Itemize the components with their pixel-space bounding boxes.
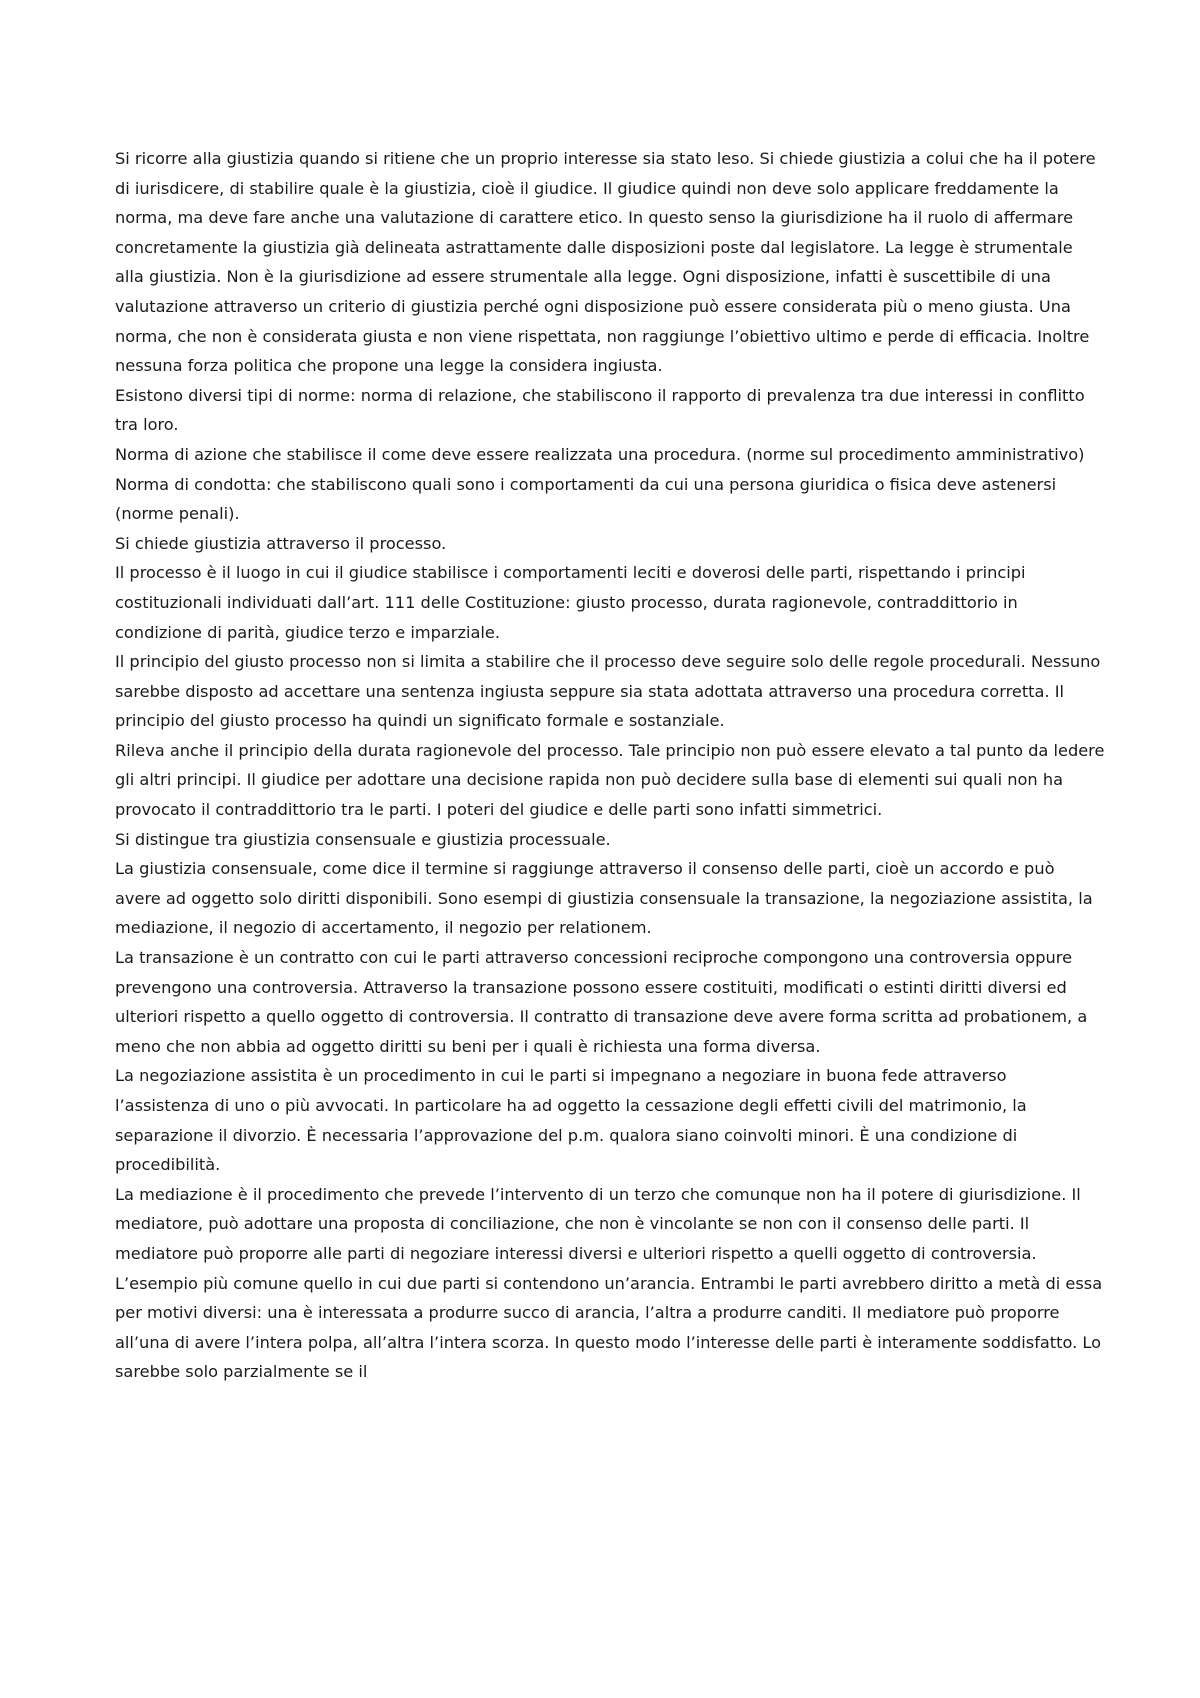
paragraph-tipi-di-norme: Esistono diversi tipi di norme: norma di relazione, che stabiliscono il rapporto di prevalenza tra due interessi in conflitto tra loro. (115, 385, 1085, 435)
paragraph-norma-di-azione: Norma di azione che stabilisce il come deve essere realizzata una procedura. (norme sul procedimento amministrativo) (115, 444, 1085, 464)
paragraph-durata-ragionevole: Rileva anche il principio della durata ragionevole del processo. Tale principio non può essere elevato a tal punto da ledere gli altri principi. Il giudice per adottare una decisione rapida non può decidere sulla base di elementi sui quali non ha provocato il contraddittorio tra le parti. I poteri del giudice e delle parti sono infatti simmetrici. (115, 740, 1105, 820)
paragraph-mediazione: La mediazione è il procedimento che prevede l’intervento di un terzo che comunque non ha il potere di giurisdizione. Il mediatore, può adottare una proposta di conciliazione, che non è vincolante se non con il consenso delle parti. Il mediatore può proporre alle parti di negoziare interessi diversi e ulteriori rispetto a quelli oggetto di controversia. L’esempio più comune quello in cui due parti si contendono un’arancia. Entrambi le parti avrebbero diritto a metà di essa per motivi diversi: una è interessata a produrre succo di arancia, l’altra a produrre canditi. Il mediatore può proporre all’una di avere l’intera polpa, all’altra l’intera scorza. In questo modo l’interesse delle parti è interamente soddisfatto. Lo sarebbe solo parzialmente se il (115, 1184, 1103, 1382)
document-body (115, 144, 1105, 1387)
paragraph-norma-di-condotta: Norma di condotta: che stabiliscono quali sono i comportamenti da cui una persona giuridica o fisica deve astenersi (norme penali). (115, 474, 1057, 524)
paragraph-giustizia-consensuale: La giustizia consensuale, come dice il termine si raggiunge attraverso il consenso delle parti, cioè un accordo e può avere ad oggetto solo diritti disponibili. Sono esempi di giustizia consensuale la transazione, la negoziazione assistita, la mediazione, il negozio di accertamento, il negozio per relationem. (115, 859, 1093, 938)
paragraph-processo: Il processo è il luogo in cui il giudice stabilisce i comportamenti leciti e doverosi delle parti, rispettando i principi costituzionali individuati dall’art. 111 delle Costituzione: giusto processo, durata ragionevole, contraddittorio in condizione di parità, giudice terzo e imparziale. (115, 563, 1026, 642)
paragraph-processo-intro: Si chiede giustizia attraverso il processo. (115, 533, 447, 553)
paragraph-transazione: La transazione è un contratto con cui le parti attraverso concessioni reciproche compongono una controversia oppure prevengono una controversia. Attraverso la transazione possono essere costituiti, modificati o estinti diritti diversi ed ulteriori rispetto a quello oggetto di controversia. Il contratto di transazione deve avere forma scritta ad probationem, a meno che non abbia ad oggetto diritti su beni per i quali è richiesta una forma diversa. (115, 948, 1088, 1056)
paragraph-negoziazione-assistita: La negoziazione assistita è un procedimento in cui le parti si impegnano a negoziare in buona fede attraverso l’assistenza di uno o più avvocati. In particolare ha ad oggetto la cessazione degli effetti civili del matrimonio, la separazione il divorzio. È necessaria l’approvazione del p.m. qualora siano coinvolti minori. È una condizione di procedibilità. (115, 1066, 1027, 1175)
paragraph-giustizia-distinzione: Si distingue tra giustizia consensuale e giustizia processuale. (115, 829, 611, 849)
paragraph-giusto-processo: Il principio del giusto processo non si limita a stabilire che il processo deve seguire solo delle regole procedurali. Nessuno sarebbe disposto ad accettare una sentenza ingiusta seppure sia stata adottata attraverso una procedura corretta. Il principio del giusto processo ha quindi un significato formale e sostanziale. (115, 652, 1101, 731)
paragraph-giustizia: Si ricorre alla giustizia quando si ritiene che un proprio interesse sia stato leso. Si chiede giustizia a colui che ha il potere di iurisdicere, di stabilire quale è la giustizia, cioè il giudice. Il giudice quindi non deve solo applicare freddamente la norma, ma deve fare anche una valutazione di carattere etico. In questo senso la giurisdizione ha il ruolo di affermare concretamente la giustizia già delineata astrattamente dalle disposizioni poste dal legislatore. La legge è strumentale alla giustizia. Non è la giurisdizione ad essere strumentale alla legge. Ogni disposizione, infatti è suscettibile di una valutazione attraverso un criterio di giustizia perché ogni disposizione può essere considerata più o meno giusta. Una norma, che non è considerata giusta e non viene rispettata, non raggiunge l’obiettivo ultimo e perde di efficacia. Inoltre nessuna forza politica che propone una legge la considera ingiusta. (115, 149, 1096, 376)
